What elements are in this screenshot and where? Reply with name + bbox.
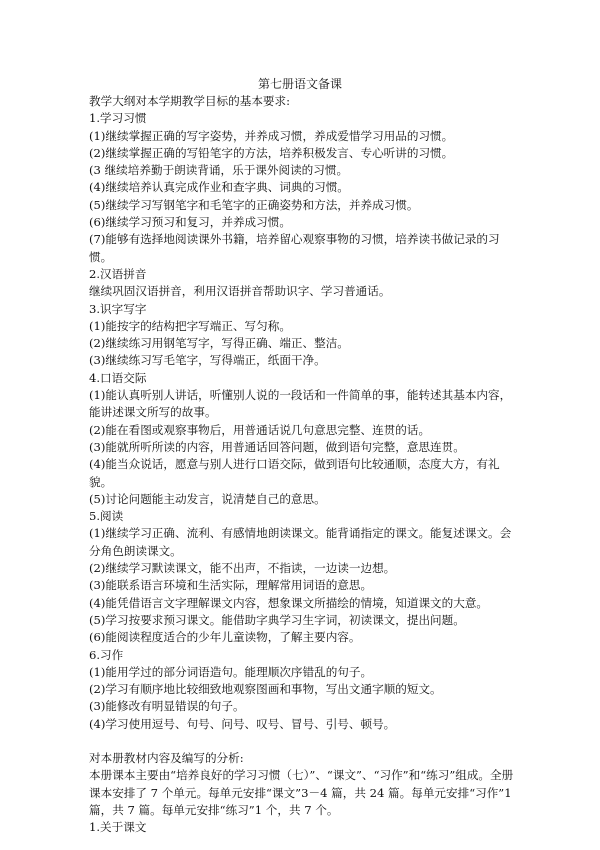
- list-item: (6)能阅读程度适合的少年儿童读物，了解主要内容。: [89, 630, 361, 645]
- section-heading-habits: 1.学习习惯: [89, 111, 147, 126]
- section-heading-composition: 6.习作: [89, 647, 124, 662]
- list-item: (7)能够有选择地阅读课外书籍，培养留心观察事物的习惯，培养读书做记录的习惯。: [89, 232, 500, 264]
- list-item: 继续巩固汉语拼音，利用汉语拼音帮助识字、学习普通话。: [89, 284, 391, 299]
- section-heading-writing-characters: 3.识字写字: [89, 301, 147, 316]
- list-item: (6)继续学习预习和复习，并养成习惯。: [89, 215, 291, 230]
- document-title: 第七册语文备课: [257, 77, 342, 91]
- list-item: (4)能凭借语言文字理解课文内容，想象课文所描绘的情境，知道课文的大意。: [89, 595, 489, 610]
- list-item: (3 继续培养勤于朗读背诵，乐于课外阅读的习惯。: [89, 163, 349, 178]
- list-item: (4)学习使用逗号、句号、问号、叹号、冒号、引号、顿号。: [89, 716, 396, 731]
- list-item: (5)讨论问题能主动发言，说清楚自己的意思。: [89, 491, 326, 506]
- list-item: (3)能就所听所读的内容，用普通话回答问题，做到语句完整，意思连贯。: [89, 439, 465, 454]
- list-item: (2)继续学习默读课文，能不出声，不指读，一边读一边想。: [89, 561, 396, 576]
- section-heading-pinyin: 2.汉语拼音: [89, 266, 147, 281]
- list-item: (2)能在看图或观察事物后，用普通话说几句意思完整、连贯的话。: [89, 422, 431, 437]
- section-heading-oral: 4.口语交际: [89, 370, 147, 385]
- blank-line: [89, 733, 519, 750]
- list-item: (2)继续练习用钢笔写字，写得正确、端正、整洁。: [89, 336, 349, 351]
- list-item: (2)继续掌握正确的写铅笔字的方法，培养积极发言、专心听讲的习惯。: [89, 145, 454, 160]
- list-item: (3)能修改有明显错误的句子。: [89, 699, 245, 714]
- section-heading-reading: 5.阅读: [89, 509, 124, 524]
- analysis-heading: 对本册教材内容及编写的分析:: [89, 750, 244, 765]
- list-item: (2)学习有顺序地比较细致地观察图画和事物，写出文通字顺的短文。: [89, 682, 442, 697]
- list-item: (3)能联系语言环境和生活实际，理解常用词语的意思。: [89, 578, 373, 593]
- analysis-paragraph: 本册课本主要由“培养良好的学习习惯（七）”、“课文”、“习作”和“练习”组成。全册课本安排了 7 个单元。每单元安排“课文”3－4 篇，共 24 篇。每单元安排“习作”1 篇，共 7 篇。每单元安排“练习”1 个，共 7 个。: [89, 768, 514, 817]
- list-item: (1)能认真听别人讲话，听懂别人说的一段话和一件简单的事，能转述其基本内容，能讲述课文所写的故事。: [89, 388, 512, 420]
- document-body: [89, 93, 519, 836]
- list-item: (3)继续练习写毛笔字，写得端正，纸面干净。: [89, 353, 326, 368]
- subsection-heading-texts: 1.关于课文: [89, 820, 147, 835]
- list-item: (4)能当众说话，愿意与别人进行口语交际，做到语句比较通顺，态度大方，有礼貌。: [89, 457, 500, 489]
- list-item: (5)继续学习写钢笔字和毛笔字的正确姿势和方法，并养成习惯。: [89, 197, 419, 212]
- list-item: (1)能用学过的部分词语造句。能理顺次序错乱的句子。: [89, 664, 373, 679]
- list-item: (1)能按字的结构把字写端正、写匀称。: [89, 318, 291, 333]
- list-item: (1)继续掌握正确的写字姿势，并养成习惯，养成爱惜学习用品的习惯。: [89, 128, 454, 143]
- intro-text: 教学大纲对本学期教学目标的基本要求:: [89, 94, 291, 108]
- list-item: (4)继续培养认真完成作业和查字典、词典的习惯。: [89, 180, 349, 195]
- list-item: (1)继续学习正确、流利、有感情地朗读课文。能背诵指定的课文。能复述课文。会分角色朗读课文。: [89, 526, 512, 558]
- list-item: (5)学习按要求预习课文。能借助字典学习生字词，初读课文，提出问题。: [89, 612, 465, 627]
